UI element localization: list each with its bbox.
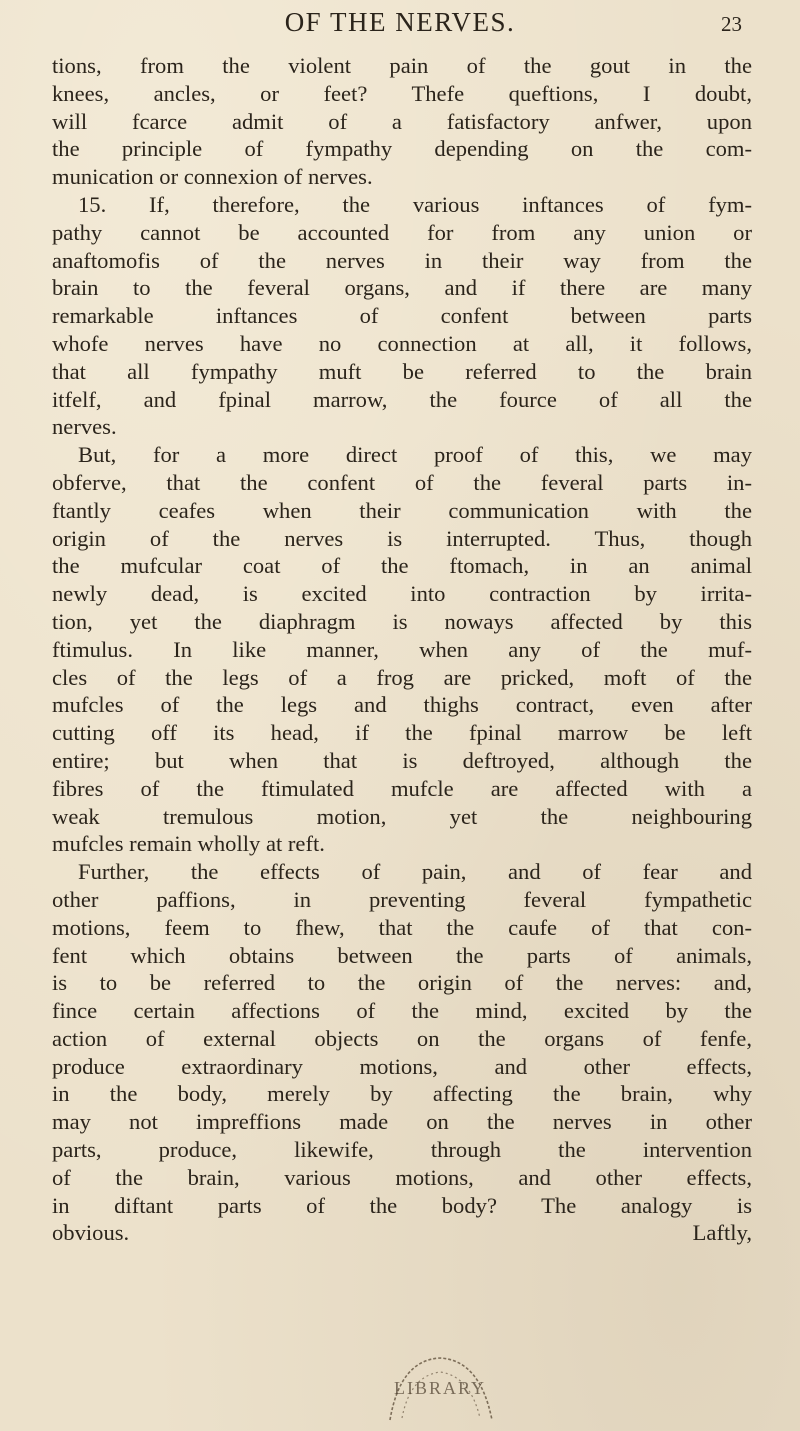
text-line: other paffions, in preventing feveral fympathetic <box>52 886 752 912</box>
text-line: cles of the legs of a frog are pricked, moft of the <box>52 664 752 690</box>
text-line: anaftomofis of the nerves in their way from the <box>52 247 752 273</box>
text-line: whofe nerves have no connection at all, it follows, <box>52 330 752 356</box>
text-line: motions, feem to fhew, that the caufe of that con- <box>52 914 752 940</box>
final-line <box>52 1219 752 1247</box>
text-line: newly dead, is excited into contraction by irrita- <box>52 581 752 607</box>
text-line: weak tremulous motion, yet the neighbouring <box>52 803 752 829</box>
text-line: action of external objects on the organs of fenfe, <box>52 1025 752 1051</box>
text-line: entire; but when that is deftroyed, although the <box>52 747 752 773</box>
text-line: will fcarce admit of a fatisfactory anfwer, upon <box>52 108 752 134</box>
text-line: brain to the feveral organs, and if there are many <box>52 275 752 301</box>
text-line: ftimulus. In like manner, when any of the muf- <box>52 636 752 662</box>
text-line: the mufcular coat of the ftomach, in an animal <box>52 553 752 579</box>
text-line: munication or connexion of nerves. <box>52 164 373 190</box>
text-line: nerves. <box>52 414 117 440</box>
running-head <box>0 2 800 42</box>
text-line: tion, yet the diaphragm is noways affected by this <box>52 608 752 634</box>
page-number: 23 <box>721 12 742 36</box>
text-line: parts, produce, likewife, through the intervention <box>52 1137 752 1163</box>
text-line: pathy cannot be accounted for from any union or <box>52 219 752 245</box>
text-line: remarkable inftances of confent between parts <box>52 303 752 329</box>
text-line: mufcles remain wholly at reft. <box>52 831 325 857</box>
text-line: fince certain affections of the mind, excited by the <box>52 998 752 1024</box>
text-line: origin of the nerves is interrupted. Thus, though <box>52 525 752 551</box>
text-line: in diftant parts of the body? The analogy is <box>52 1192 752 1218</box>
library-stamp <box>380 1350 500 1430</box>
final-line-left: obvious. <box>52 1220 130 1246</box>
text-line: that all fympathy muft be referred to the brain <box>52 358 752 384</box>
text-line: ftantly ceafes when their communication with the <box>52 497 752 523</box>
stamp-text: LIBRARY <box>393 1378 487 1398</box>
text-line: But, for a more direct proof of this, we may <box>78 442 752 468</box>
text-line: tions, from the violent pain of the gout in the <box>52 53 752 78</box>
text-line: 15. If, therefore, the various inftances of fym- <box>78 191 752 217</box>
text-line: mufcles of the legs and thighs contract, even after <box>52 692 752 718</box>
catchword: Laftly, <box>692 1220 752 1246</box>
text-line: cutting off its head, if the fpinal marrow be left <box>52 720 752 746</box>
text-line: the principle of fympathy depending on the com- <box>52 136 752 162</box>
text-line: is to be referred to the origin of the nerves: and, <box>52 970 752 996</box>
body-text <box>52 52 752 1247</box>
running-title: OF THE NERVES. <box>284 7 516 37</box>
text-line: of the brain, various motions, and other effects, <box>52 1164 752 1190</box>
text-line: in the body, merely by affecting the brain, why <box>52 1081 752 1107</box>
text-line: itfelf, and fpinal marrow, the fource of all the <box>52 386 752 412</box>
text-line: obferve, that the confent of the feveral parts in- <box>52 469 752 495</box>
text-line: Further, the effects of pain, and of fear and <box>78 859 752 885</box>
text-line: fent which obtains between the parts of animals, <box>52 942 752 968</box>
text-line: may not impreffions made on the nerves in other <box>52 1109 752 1135</box>
text-line: fibres of the ftimulated mufcle are affected with a <box>52 775 752 801</box>
text-line: knees, ancles, or feet? Thefe queftions, I doubt, <box>52 80 752 106</box>
text-line: produce extraordinary motions, and other effects, <box>52 1053 752 1079</box>
